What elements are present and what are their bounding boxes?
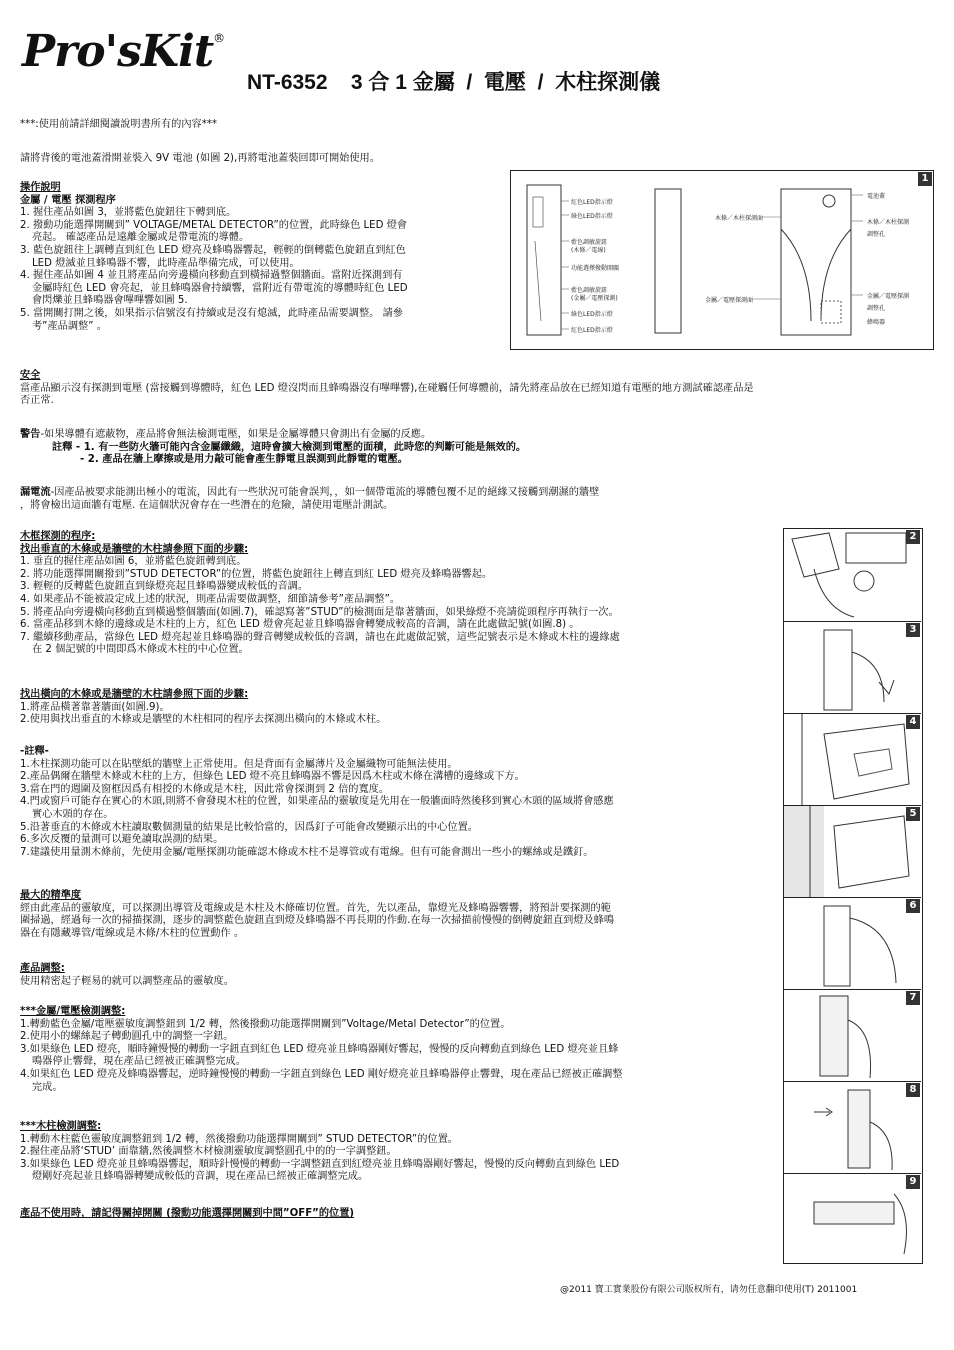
leakage-section (20, 487, 780, 512)
note-item: 4.門或窗戶可能存在實心的木頭,則將不會發現木柱的位置，如果產品的靈敏度是先用在一般牆面時然後移到實心木頭的區域將會感應 (20, 796, 614, 808)
operation-heading: 操作說明 (20, 182, 61, 193)
metal-adjust-step: 完成。 (32, 1081, 63, 1093)
figure-label: 金屬／電壓探測面 (705, 297, 754, 304)
horizontal-heading: 找出橫向的木條或是牆壁的木柱請參照下面的步驟: (20, 689, 249, 700)
leakage-text: ，將會檢出這面牆有電壓. 在這個狀況會存在一些潛在的危險，請使用電壓計測試。 (20, 499, 394, 511)
figure-label: 藍色調敏旋鈕 (571, 239, 608, 246)
accuracy-section (20, 890, 780, 940)
note-item: 6.多次反覆的量測可以避免讀取誤測的結果。 (20, 834, 224, 846)
op-step: 5. 當開關打開之後，如果指示信號沒有持續或是沒有熄滅，此時產品需要調整。 請參 (20, 307, 403, 319)
metal-adjust-step: 4.如果紅色 LED 燈亮及蜂鳴器響起，逆時鐘慢慢的轉動一字鈕直到綠色 LED 剛好燈亮並且蜂鳴器停止響聲，現在產品已經被正確調整 (20, 1068, 623, 1080)
stud-step: 5. 將產品向旁邊橫向移動直到橫過整個牆面(如圖.7)，確認寫著”STUD”的檢測面是靠著牆面，如果綠燈不亮請從頭程序再執行一次。 (20, 606, 619, 618)
note-item: 1.木柱探測功能可以在貼壁紙的牆壁上正常使用。但是背面有金屬薄片及金屬織物可能無法使用。 (20, 758, 458, 770)
accuracy-line: 經由此產品的靈敏度，可以探測出導管及電線或是木柱及木條確切位置。首先，先以產品，靠燈光及蜂鳴器響響，將預計要探測的範 (20, 902, 611, 914)
note-item: 3.當在門的週圍及窗框因爲有相授的木條或是木柱，因此常會探測到 2 倍的寬度。 (20, 783, 390, 795)
figure-3-panel (784, 621, 921, 714)
stud-step: 在 2 個記號的中間即爲木條或木柱的中心位置。 (32, 644, 249, 656)
adjust-section (20, 963, 780, 988)
figure-number: 9 (906, 1175, 920, 1189)
figure-label: (金屬／電壓探測) (571, 295, 618, 302)
figure-label: 金屬／電壓探測 (867, 293, 910, 300)
vertical-heading: 找出垂直的木條或是牆壁的木柱請參照下面的步驟: (20, 543, 249, 555)
figure-4-panel (784, 713, 921, 806)
note-item: 2.產品偶爾在牆壁木條或木柱的上方，但綠色 LED 燈不亮且蜂鳴器不響是因爲木柱或木條在溝槽的邊緣或下方。 (20, 771, 525, 783)
page-title: NT-6352 3 合 1 金屬 / 電壓 / 木柱探測儀 (247, 71, 661, 94)
stud-step: 7. 繼續移動產品，當綠色 LED 燈亮起並且蜂鳴器的聲音轉變成較低的音調，請也在此處做記號，這些記號表示是木條或木柱的邊緣處 (20, 631, 620, 643)
metal-adjust-step: 1.轉動藍色金屬/電壓靈敏度調整鈕到 1/2 轉，然後撥動功能選擇開關到”Voltage/Metal Detector”的位置。 (20, 1018, 511, 1030)
safety-line: 否正常. (20, 395, 54, 407)
stud-adjust-section (20, 1121, 780, 1184)
metal-adjust-step: 3.如果綠色 LED 燈亮，順時鐘慢慢的轉動一字鈕直到紅色 LED 燈亮並且蜂鳴器剛好響起，慢慢的反向轉動直到綠色 LED 燈亮並且蜂 (20, 1043, 619, 1055)
caution-text: -如果導體有遮蔽物，產品將會無法檢測電壓，如果是金屬導體只會測出有金屬的反應。 (40, 429, 432, 440)
metal-adjust-heading: ***金屬/電壓檢測調整: (20, 1006, 126, 1017)
adjust-line: 使用精密起子輕易的就可以調整產品的靈敏度。 (20, 975, 234, 987)
op-step: LED 燈滅並且蜂鳴器不響，此時產品準備完成，可以使用。 (32, 257, 300, 269)
stud-step: 1. 垂直的握住產品如圖 6，並將藍色旋鈕轉到底。 (20, 556, 247, 568)
stud-adjust-heading: ***木柱檢測調整: (20, 1121, 102, 1132)
metal-adjust-step: 鳴器停止響聲，現在產品已經被正確調整完成。 (32, 1056, 246, 1068)
op-step: 會閃爍並且蜂鳴器會嗶嗶響如圖 5. (32, 295, 188, 307)
figure-number: 4 (906, 715, 920, 729)
op-step: 1. 握住產品如圖 3，並將藍色旋鈕往下轉到底。 (20, 207, 237, 219)
figure-5-panel (784, 805, 921, 898)
horizontal-step: 2.使用與找出垂直的木條或是牆壁的木柱相同的程序去探測出橫向的木條或木柱。 (20, 714, 387, 726)
stud-adjust-step: 3.如果綠色 LED 燈亮並且蜂鳴器響起，順時針慢慢的轉動一字調整鈕直到紅燈亮並且蜂鳴器剛好響起，慢慢的反向轉動直到綠色 LED (20, 1158, 620, 1170)
figure-6-panel (784, 897, 921, 990)
figure-number: 3 (906, 623, 920, 637)
figure-7-panel (784, 989, 921, 1082)
leakage-label: 漏電流 (20, 487, 51, 498)
safety-section (20, 370, 940, 408)
stud-step: 3. 輕輕的反轉藍色旋鈕直到綠燈亮起且蜂鳴器變成較低的音調。 (20, 581, 309, 593)
op-step: 2. 撥動功能選擇開關到” VOLTAGE/METAL DETECTOR”的位置，此時綠色 LED 燈會 (20, 219, 408, 231)
figure-number: 8 (906, 1083, 920, 1097)
stud-adjust-step: 燈剛好亮起並且蜂鳴器轉變成較低的音調，現在產品已經被正確調整完成。 (32, 1171, 369, 1183)
figure-label: 紅色LED指示燈 (571, 327, 613, 334)
figure-label: 木條／木柱探測 (867, 219, 910, 226)
battery-instruction: 請將背後的電池蓋滑開並裝入 9V 電池 (如圖 2),再將電池蓋裝回即可開始使用。 (20, 153, 380, 164)
figure-number: 2 (906, 530, 920, 544)
notes-heading: -註釋- (20, 746, 49, 757)
figure-number: 6 (906, 899, 920, 913)
figure-label: 紅色LED指示燈 (571, 199, 613, 206)
caution-note-2: - 2. 產品在牆上摩擦或是用力敲可能會產生靜電且誤測到此靜電的電壓。 (80, 454, 408, 466)
caution-note-1: - 1. 有一些防火牆可能內含金屬纖織，這時會擴大檢測到電壓的面積，此時您的判斷可能是無效的。 (72, 441, 527, 453)
figure-9-panel (784, 1173, 921, 1264)
stud-step: 2. 將功能選擇開關撥到”STUD DETECTOR”的位置，將藍色旋鈕往上轉直到紅 LED 燈亮及蜂鳴器響起。 (20, 568, 493, 580)
note-item: 5.沿著垂直的木條或木柱讀取數個測量的結果是比較恰當的，因爲釘子可能會改變顯示出的中心位置。 (20, 821, 478, 833)
operation-section (20, 182, 500, 333)
read-manual-warning: ***:使用前請詳細閱讀說明書所有的內容*** (20, 119, 217, 130)
figure-number: 7 (906, 991, 920, 1005)
figure-label: 調整孔 (867, 305, 886, 312)
stud-step: 6. 當產品移到木條的邊緣或是木柱的上方，紅色 LED 燈會亮起並且蜂鳴器會轉變成較高的音調，請在此處做記號(如圖.8) 。 (20, 619, 580, 631)
stud-heading: 木框探測的程序: (20, 531, 96, 542)
figure-label: 藍色調敏旋鈕 (571, 287, 608, 294)
figure-label: 調整孔 (867, 231, 886, 238)
horizontal-step: 1.將產品橫著靠著牆面(如圖.9)。 (20, 701, 170, 713)
stud-step: 4. 如果產品不能被設定成上述的狀況，則產品需要做調整，細節請參考”產品調整”。 (20, 593, 401, 605)
accuracy-heading: 最大的精準度 (20, 890, 82, 901)
metal-adjust-step: 2.使用小的螺絲起子轉動圓孔中的調整一字鈕。 (20, 1031, 234, 1043)
figure-label: 木條／木柱探測面 (715, 215, 764, 222)
caution-label: 警告 (20, 429, 41, 440)
figure-1-diagram (510, 170, 934, 350)
stud-adjust-step: 2.握住產品將‘STUD’ 面靠牆,然後調整木材檢測靈敏度調整圓孔中的的一字調整鈕。 (20, 1146, 397, 1158)
figures-2-9-column (783, 528, 923, 1264)
leakage-text: -因產品被要求能測出極小的電流，因此有一些狀況可能會誤判，，如一個帶電流的導體包覆不足的絕緣又接觸到潮濕的牆壁 (50, 487, 600, 498)
safety-line: 當產品顯示沒有探測到電壓 (當接觸到導體時，紅色 LED 燈沒閃而且蜂鳴器沒有嗶嗶響),在碰觸任何導體前，請先將產品放在已經知道有電壓的地方測試確認產品是 (20, 382, 754, 394)
figure-label: 綠色LED指示燈 (571, 213, 613, 220)
figure-8-panel (784, 1081, 921, 1174)
op-step: 4. 握住產品如圖 4 並且將產品向旁邊橫向移動直到橫掃過整個牆面。當附近探測到有 (20, 270, 403, 282)
safety-heading: 安全 (20, 370, 41, 381)
accuracy-line: 圍掃過，經過每一次的掃描探測，逐步的調整藍色旋鈕直到燈及蜂鳴器不再長期的作動.在每一次掃描前慢慢的倒轉旋鈕直到燈及蜂鳴 (20, 915, 615, 927)
adjust-heading: 產品調整: (20, 963, 65, 974)
figure-2-panel (784, 529, 921, 621)
registered-mark: ® (213, 31, 225, 46)
figure-label: 功能選擇撥動開關 (571, 265, 620, 272)
figure-number: 5 (906, 807, 920, 821)
note-item: 7.建議使用量測木條前，先使用金屬/電壓探測功能確認木條或木柱不是導管或有電線。但有可能會測出一些小的螺絲或是鐵釘。 (20, 846, 594, 858)
op-step: 3. 藍色旋鈕往上調轉直到紅色 LED 燈亮及蜂鳴器響起，輕輕的倒轉藍色旋鈕直到紅色 (20, 244, 406, 256)
op-step: 考”產品調整” 。 (32, 320, 107, 332)
power-off-note: 產品不使用時，請記得關掉開關 (撥動功能選擇開關到中間”OFF”的位置) (20, 1208, 355, 1219)
metal-adjust-section (20, 1006, 780, 1094)
op-step: 金屬時紅色 LED 會亮起，並且蜂鳴器會持續響，當附近有帶電流的導體時紅色 LED (32, 282, 408, 294)
logo-text: Pro'sKit (22, 26, 214, 77)
note-item: 實心木頭的存在。 (32, 808, 114, 820)
accuracy-line: 器在有隱藏導管/電線或是木條/木柱的位置動作 。 (20, 927, 245, 939)
figure-label: 蜂鳴器 (867, 319, 886, 326)
proskit-logo (22, 26, 224, 77)
notes-section (20, 746, 780, 859)
figure-label: 電池蓋 (867, 193, 886, 200)
copyright-footer: @2011 寶工實業股份有限公司版权所有，请勿任意翻印使用(T) 2011001 (560, 1285, 858, 1295)
metal-voltage-heading: 金屬 / 電壓 探測程序 (20, 194, 116, 206)
figure-number: 1 (918, 172, 932, 186)
op-step: 亮起。 確認產品是遠離金屬或是帶電流的導體。 (32, 232, 250, 244)
figure-label: (木條／電線) (571, 247, 606, 254)
stud-adjust-step: 1.轉動木柱藍色靈敏度調整鈕到 1/2 轉，然後撥動功能選擇開關到” STUD DETECTOR”的位置。 (20, 1133, 458, 1145)
caution-section (20, 429, 780, 467)
figure-label: 綠色LED指示燈 (571, 311, 613, 318)
note-label: 註釋 (52, 441, 73, 453)
stud-section (20, 531, 780, 657)
horizontal-section (20, 689, 780, 727)
